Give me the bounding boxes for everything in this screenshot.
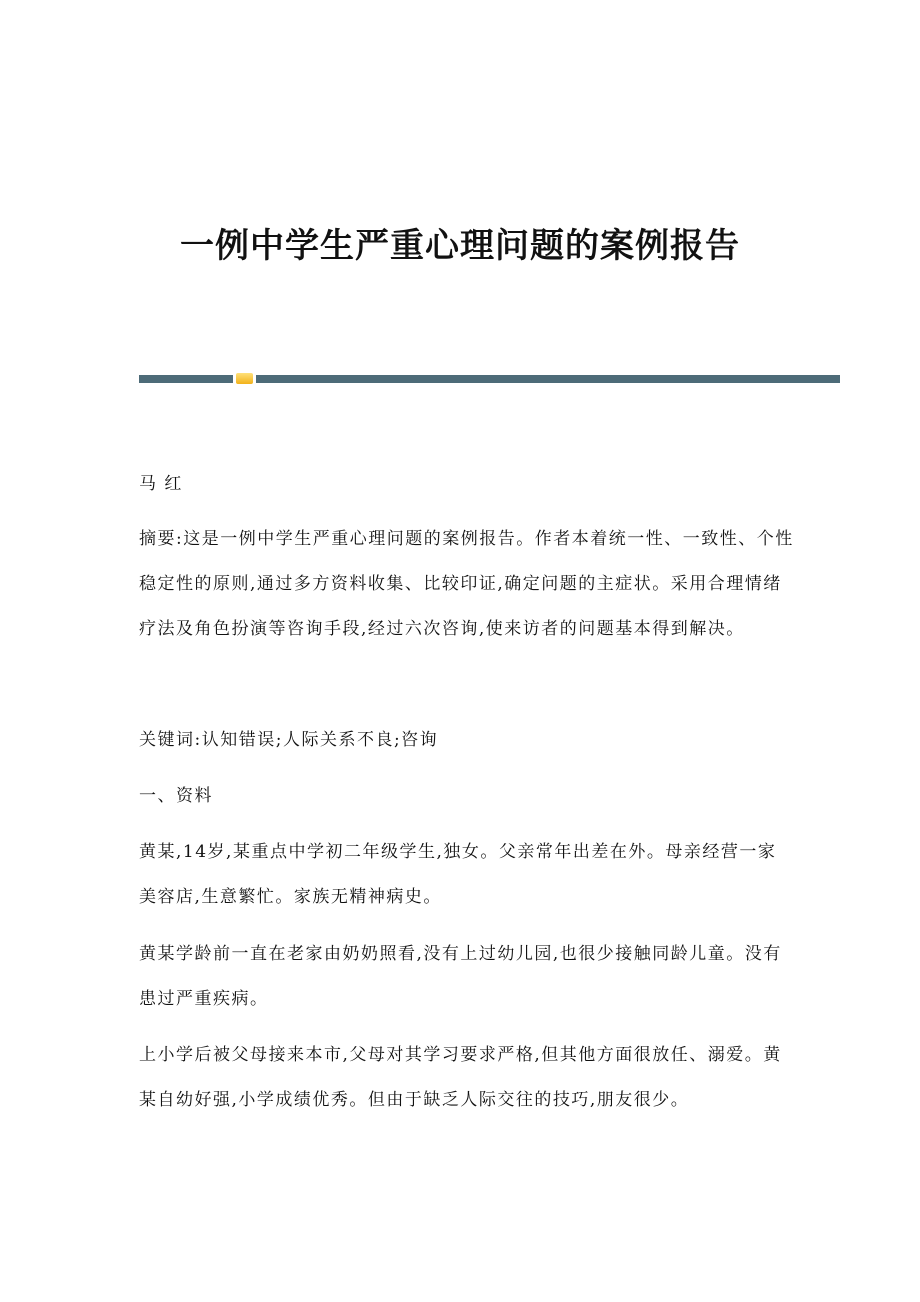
author: 马 红 [139, 474, 183, 494]
paragraph: 黄某学龄前一直在老家由奶奶照看,没有上过幼儿园,也很少接触同龄儿童。没有患过严重疾病。 [139, 944, 782, 1009]
divider-right [256, 375, 840, 383]
document-title: 一例中学生严重心理问题的案例报告 [180, 226, 740, 266]
divider-left [139, 375, 233, 383]
divider-emblem-icon [236, 373, 253, 384]
paragraph: 黄某,14岁,某重点中学初二年级学生,独女。父亲常年出差在外。母亲经营一家美容店,生意繁忙。家族无精神病史。 [139, 842, 777, 907]
keywords: 关键词:认知错误;人际关系不良;咨询 [139, 730, 439, 750]
section-heading: 一、资料 [139, 786, 213, 806]
abstract: 摘要:这是一例中学生严重心理问题的案例报告。作者本着统一性、一致性、个性稳定性的原则,通过多方资料收集、比较印证,确定问题的主症状。采用合理情绪疗法及角色扮演等咨询手段,经过六次咨询,使来访者的问题基本得到解决。 [139, 529, 794, 639]
paragraph: 上小学后被父母接来本市,父母对其学习要求严格,但其他方面很放任、溺爱。黄某自幼好强,小学成绩优秀。但由于缺乏人际交往的技巧,朋友很少。 [139, 1045, 782, 1110]
